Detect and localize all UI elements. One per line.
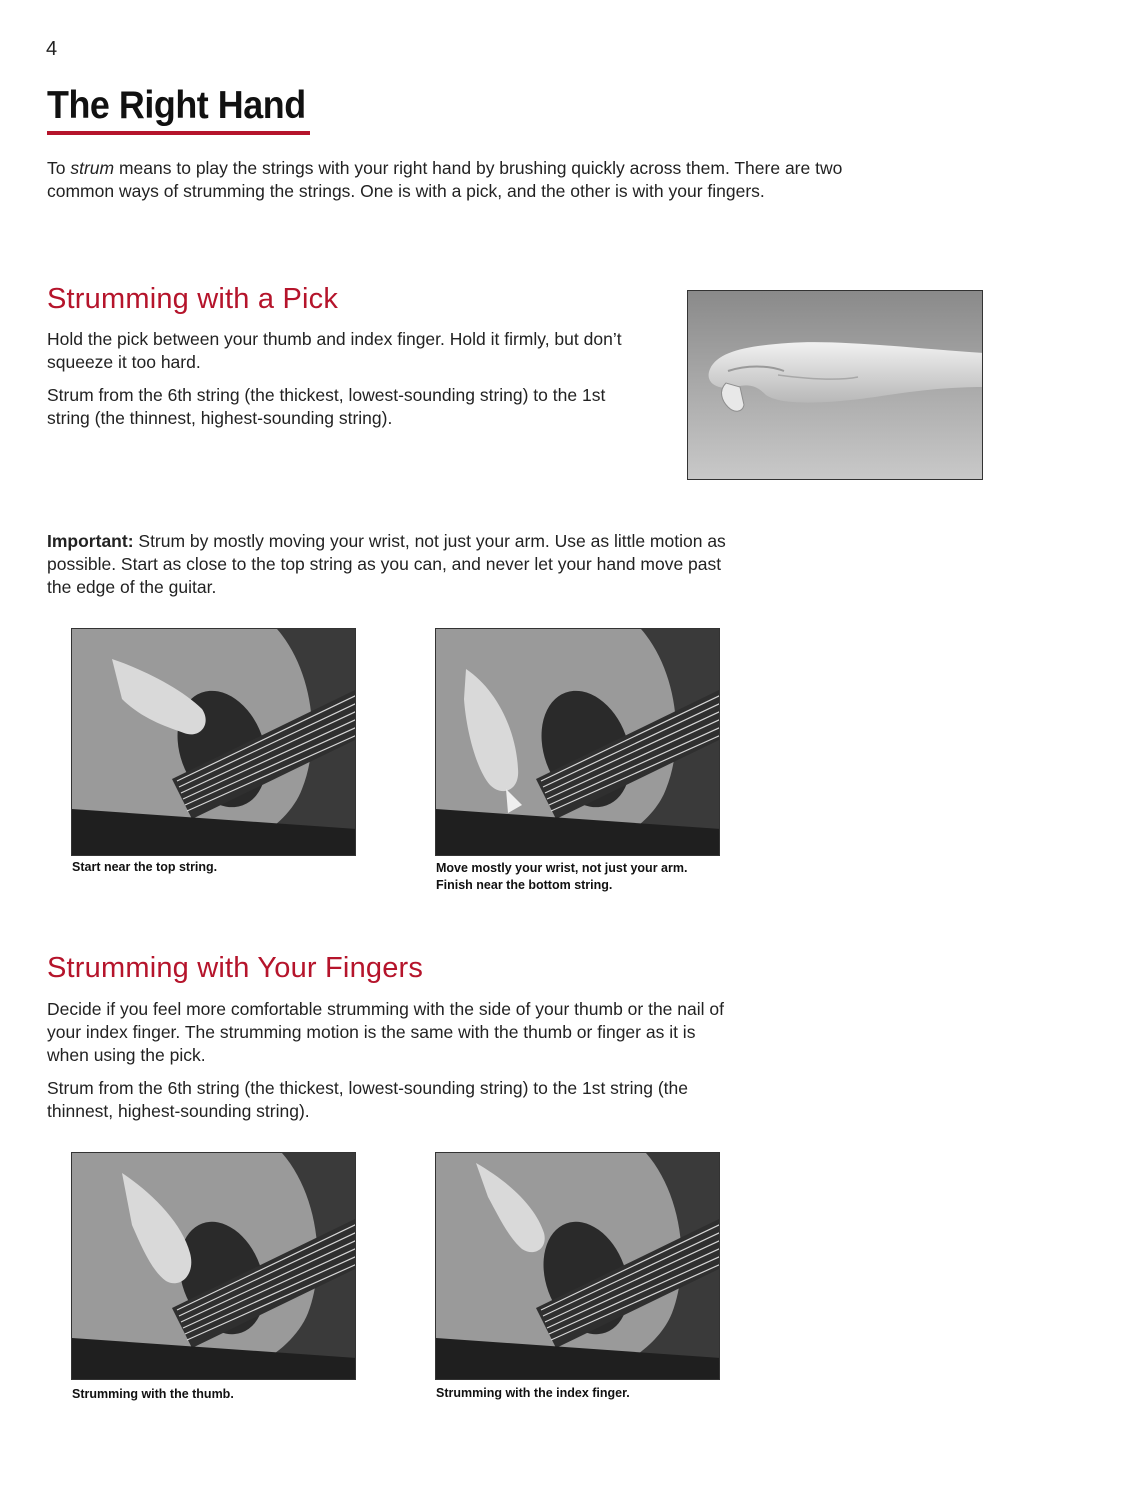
intro-before: To <box>47 158 71 178</box>
photo-hand-holding-pick <box>687 290 983 480</box>
caption-start-near-top: Start near the top string. <box>72 860 218 874</box>
pick-section-heading: Strumming with a Pick <box>47 283 339 315</box>
caption-move-wrist: Move mostly your wrist, not just your arm. Finish near the bottom string. <box>436 861 688 892</box>
photo-start-near-top-string <box>71 628 356 856</box>
caption-strumming-index-finger: Strumming with the index finger. <box>436 1386 630 1400</box>
title-underline <box>47 131 310 135</box>
intro-after: means to play the strings with your right hand by brushing quickly across them. There are two common ways of strumming the strings. One is with a pick, and the other is with your fingers. <box>47 158 843 201</box>
intro-emphasis: strum <box>70 158 115 178</box>
intro-paragraph <box>47 157 847 203</box>
page-number: 4 <box>46 38 58 60</box>
fingers-paragraph-2: Strum from the 6th string (the thickest, lowest-sounding string) to the 1st string (the thinnest, highest-sounding string). <box>47 1078 688 1121</box>
caption-strumming-thumb: Strumming with the thumb. <box>72 1387 234 1401</box>
page-title: The Right Hand <box>47 84 306 127</box>
important-text: Strum by mostly moving your wrist, not just your arm. Use as little motion as possible. Start as close to the top string as you can, and never let your hand move past the edge of the guitar. <box>47 531 726 597</box>
photo-strumming-index-finger <box>435 1152 720 1380</box>
fingers-section-heading: Strumming with Your Fingers <box>47 952 424 984</box>
pick-paragraph-1: Hold the pick between your thumb and index finger. Hold it firmly, but don’t squeeze it too hard. <box>47 329 622 372</box>
photo-strumming-thumb <box>71 1152 356 1380</box>
important-note <box>47 530 727 599</box>
pick-paragraph-2: Strum from the 6th string (the thickest, lowest-sounding string) to the 1st string (the thinnest, highest-sounding string). <box>47 385 606 428</box>
photo-move-wrist <box>435 628 720 856</box>
fingers-paragraph-1: Decide if you feel more comfortable strumming with the side of your thumb or the nail of your index finger. The strumming motion is the same with the thumb or finger as it is when using the pick. <box>47 999 724 1065</box>
important-label: Important: <box>47 531 134 551</box>
